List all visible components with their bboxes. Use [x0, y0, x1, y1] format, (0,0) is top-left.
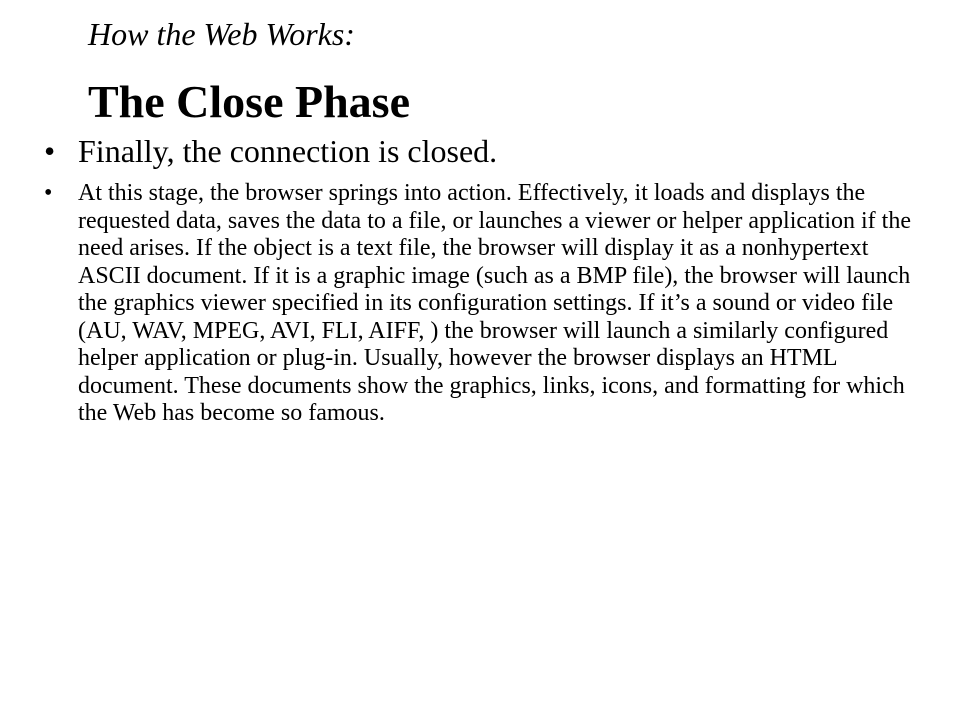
slide-title: The Close Phase — [88, 76, 410, 127]
bullet-item — [40, 128, 920, 174]
bullet-icon: • — [44, 180, 53, 206]
bullet-text: At this stage, the browser springs into action. Effectively, it loads and displays the requested data, saves the data to a file, or launches a viewer or helper application if the need arises. If the object is a text file, the browser will display it as a nonhypertext ASCII document. If it is a graphic image (such as a BMP file), the browser will launch the graphics viewer specified in its configuration settings. If it’s a sound or video file (AU, WAV, MPEG, AVI, FLI, AIFF, ) the browser will launch a similarly configured helper application or plug-in. Usually, however the browser displays an HTML document. These documents show the graphics, links, icons, and formatting for which the Web has become so famous. — [78, 180, 911, 426]
bullet-list — [40, 128, 920, 428]
bullet-icon: • — [44, 133, 56, 169]
slide-subtitle: How the Web Works: — [88, 16, 355, 52]
bullet-item — [40, 180, 920, 428]
bullet-text: Finally, the connection is closed. — [78, 133, 498, 169]
title-block — [88, 14, 908, 130]
